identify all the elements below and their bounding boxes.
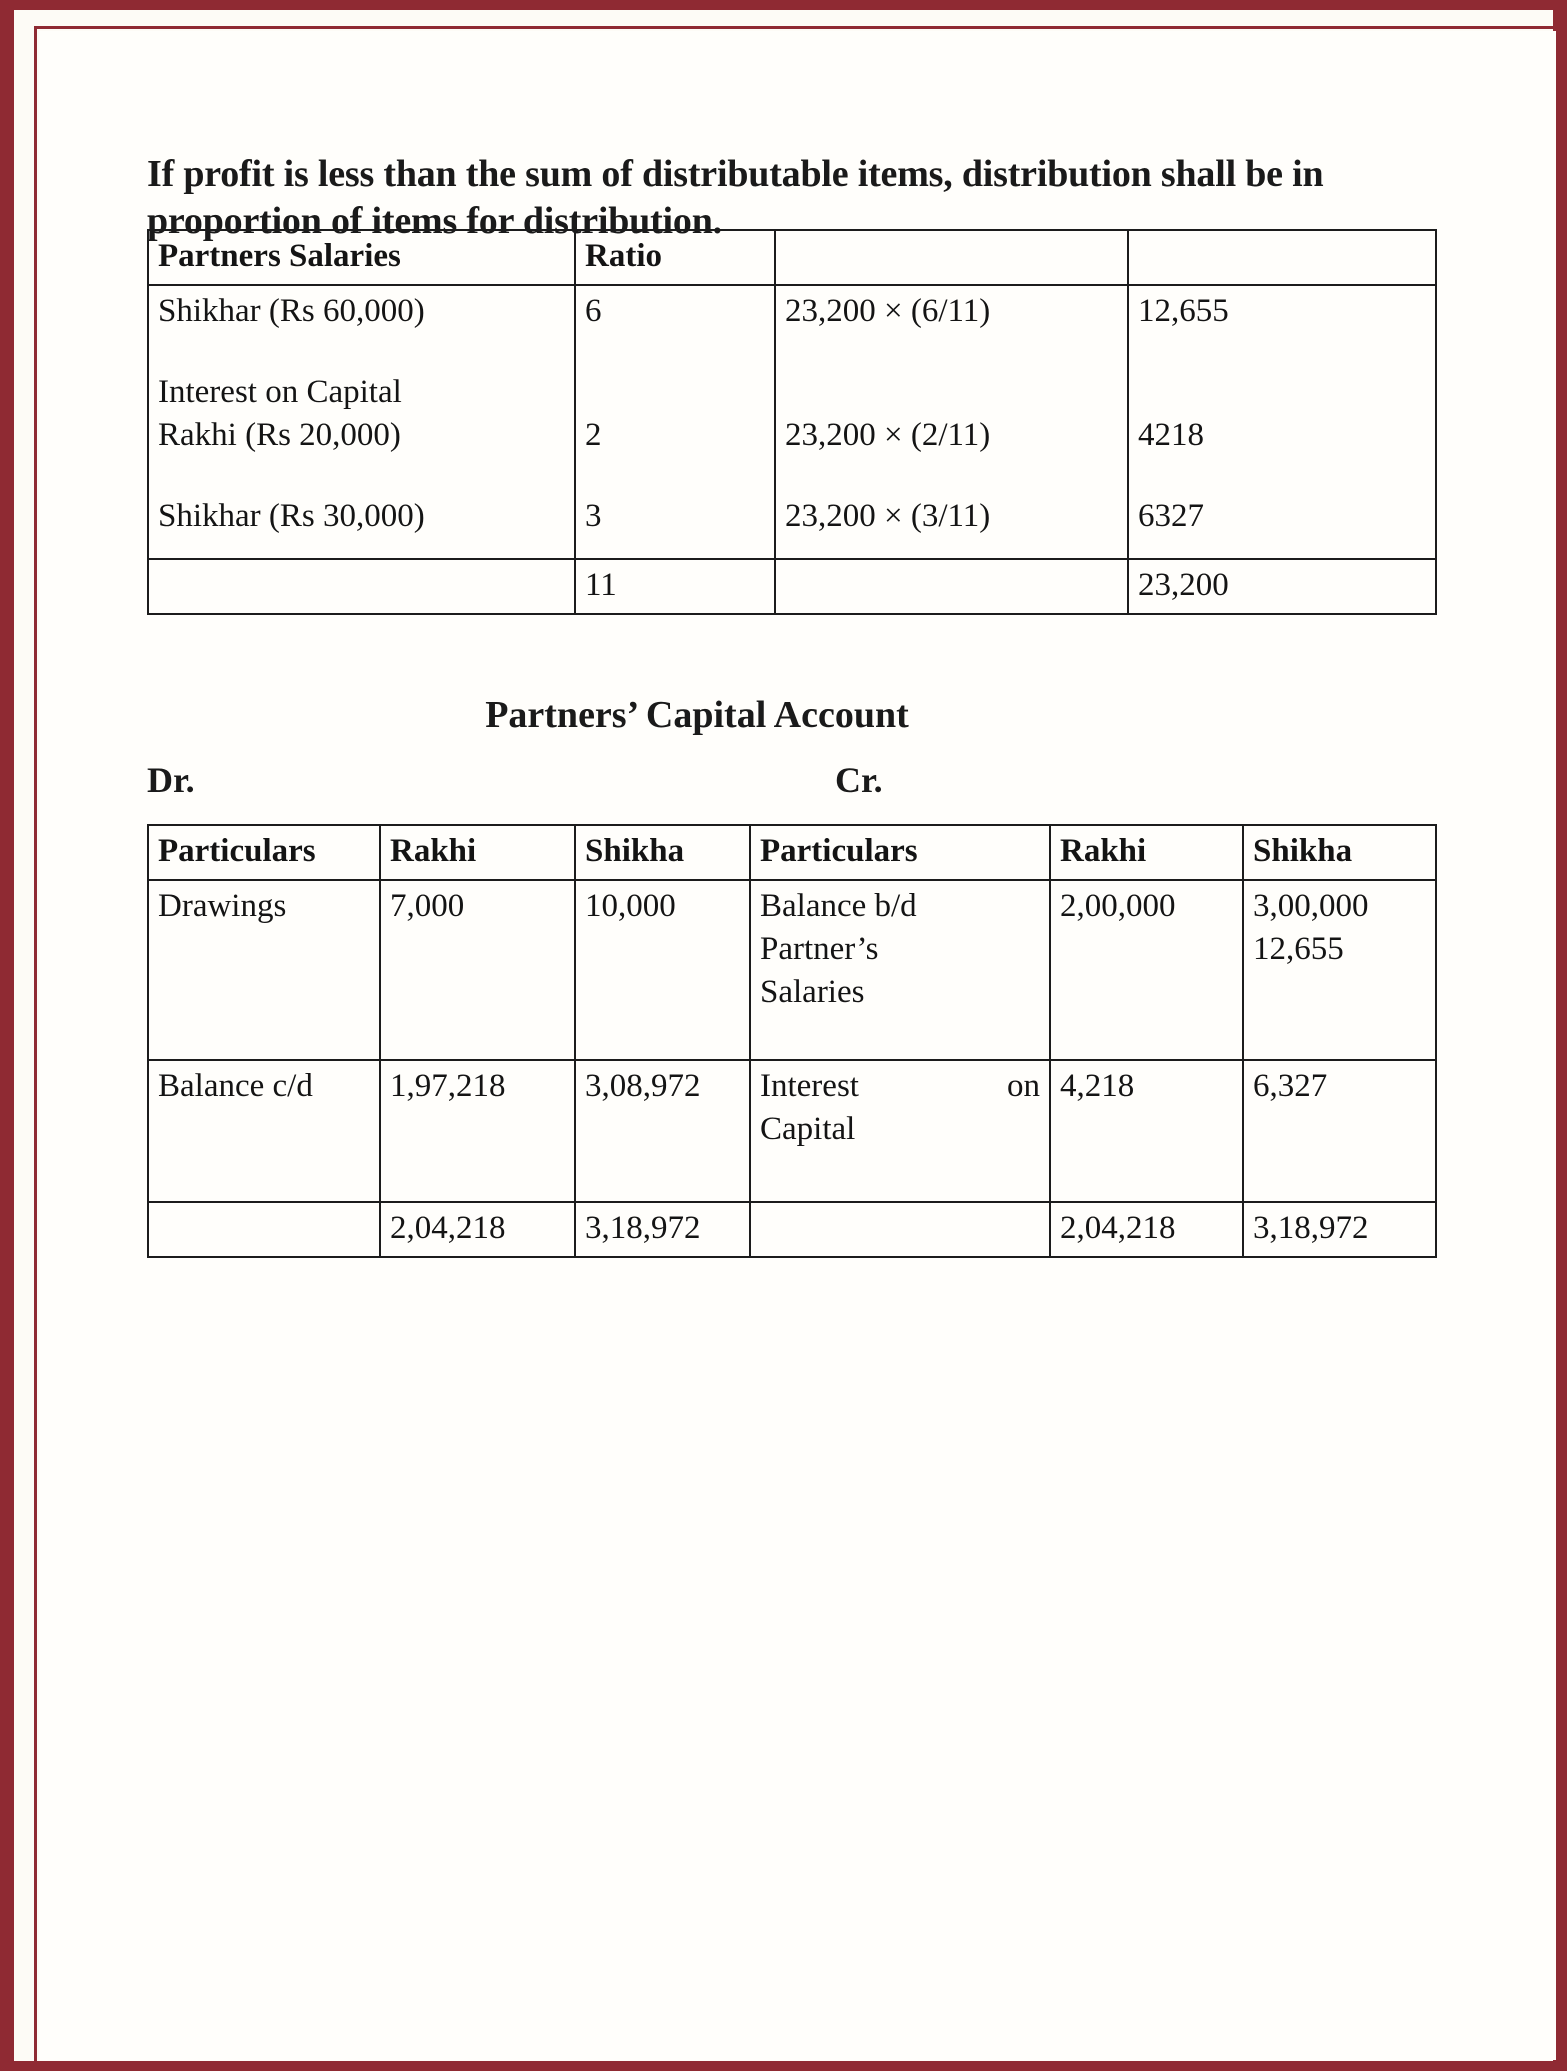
table-row: [148, 880, 1436, 1060]
total-cr-shikha-cell: 3,18,972: [1243, 1202, 1436, 1257]
total-ratio-cell: 11: [575, 559, 775, 614]
spacer: [785, 457, 1118, 495]
spacer: [585, 333, 765, 371]
dr-rakhi-cell: 1,97,218: [380, 1060, 575, 1202]
distribution-working-table: [147, 229, 1437, 615]
total-amount-cell: 23,200: [1128, 559, 1436, 614]
total-working-cell: [775, 559, 1128, 614]
cr-shikha-cell: [1243, 880, 1436, 1060]
spacer: [585, 457, 765, 495]
salary-amount: 12,655: [1138, 292, 1229, 329]
cr-shikha-line-1: 3,00,000: [1253, 887, 1369, 924]
dr-shikha-cell: 10,000: [575, 880, 750, 1060]
capital-account-title: Partners’ Capital Account: [485, 694, 909, 736]
cr-particulars-line-1: Balance b/d: [760, 887, 917, 924]
distribution-ratio-cell: [575, 285, 775, 559]
document-page: [39, 31, 1556, 2060]
table-header-row: [148, 230, 1436, 285]
interest-shikhar-working: 23,200 × (3/11): [785, 497, 991, 534]
credit-label: Cr.: [835, 760, 883, 800]
spacer-line: [585, 371, 765, 414]
cr-particulars-line-3: Salaries: [760, 973, 865, 1010]
cr-shikha-line-2: 12,655: [1253, 930, 1344, 967]
table-header-row: [148, 825, 1436, 880]
header-partners-salaries: Partners Salaries: [148, 230, 575, 285]
total-dr-shikha-cell: 3,18,972: [575, 1202, 750, 1257]
interest-rakhi-working: 23,200 × (2/11): [785, 416, 991, 453]
dr-particulars-cell: Drawings: [148, 880, 380, 1060]
spacer: [1138, 457, 1426, 495]
interest-rakhi-label: Rakhi (Rs 20,000): [158, 416, 401, 453]
table-total-row: [148, 559, 1436, 614]
header-cr-rakhi: Rakhi: [1050, 825, 1243, 880]
interest-shikhar-label: Shikhar (Rs 30,000): [158, 497, 425, 534]
table-row: [148, 285, 1436, 559]
interest-rakhi-ratio: 2: [585, 416, 602, 453]
total-dr-rakhi-cell: 2,04,218: [380, 1202, 575, 1257]
cr-particulars-word-interest: Interest: [760, 1067, 859, 1104]
cr-particulars-line-2: Capital: [760, 1110, 856, 1147]
header-dr-particulars: Particulars: [148, 825, 380, 880]
cr-particulars-line-1: [760, 1065, 1040, 1108]
debit-label: Dr.: [147, 760, 195, 800]
total-cr-rakhi-cell: 2,04,218: [1050, 1202, 1243, 1257]
cr-rakhi-cell: 2,00,000: [1050, 880, 1243, 1060]
total-label-cell: [148, 559, 575, 614]
header-dr-rakhi: Rakhi: [380, 825, 575, 880]
header-cr-particulars: Particulars: [750, 825, 1050, 880]
interest-rakhi-amount: 4218: [1138, 416, 1204, 453]
table-total-row: [148, 1202, 1436, 1257]
cr-particulars-line-2: Partner’s: [760, 930, 879, 967]
header-dr-shikha: Shikha: [575, 825, 750, 880]
table-row: [148, 1060, 1436, 1202]
partners-capital-account-table: [147, 824, 1437, 1258]
intro-paragraph: If profit is less than the sum of distributable items, distribution shall be in proportion of items for distribution.: [147, 153, 1324, 242]
dr-rakhi-cell: 7,000: [380, 880, 575, 1060]
cr-particulars-word-on: on: [1007, 1067, 1040, 1104]
total-dr-particulars-cell: [148, 1202, 380, 1257]
header-amount: [1128, 230, 1436, 285]
distribution-working-cell: [775, 285, 1128, 559]
cr-particulars-cell: [750, 1060, 1050, 1202]
distribution-particulars-cell: [148, 285, 575, 559]
dr-shikha-cell: 3,08,972: [575, 1060, 750, 1202]
header-working: [775, 230, 1128, 285]
dr-particulars-cell: Balance c/d: [148, 1060, 380, 1202]
header-cr-shikha: Shikha: [1243, 825, 1436, 880]
cr-particulars-cell: [750, 880, 1050, 1060]
spacer: [785, 333, 1118, 371]
spacer: [158, 457, 565, 495]
salary-ratio: 6: [585, 292, 602, 329]
interest-shikhar-ratio: 3: [585, 497, 602, 534]
interest-heading: Interest on Capital: [158, 373, 402, 410]
spacer-line: [1138, 371, 1426, 414]
page-border-gap: [14, 10, 1553, 2061]
spacer: [158, 333, 565, 371]
cr-shikha-cell: 6,327: [1243, 1060, 1436, 1202]
spacer-line: [785, 371, 1118, 414]
cr-rakhi-cell: 4,218: [1050, 1060, 1243, 1202]
distribution-amount-cell: [1128, 285, 1436, 559]
header-ratio: Ratio: [575, 230, 775, 285]
spacer: [1138, 333, 1426, 371]
salary-working: 23,200 × (6/11): [785, 292, 991, 329]
interest-shikhar-amount: 6327: [1138, 497, 1204, 534]
salary-label: Shikhar (Rs 60,000): [158, 292, 425, 329]
total-cr-particulars-cell: [750, 1202, 1050, 1257]
